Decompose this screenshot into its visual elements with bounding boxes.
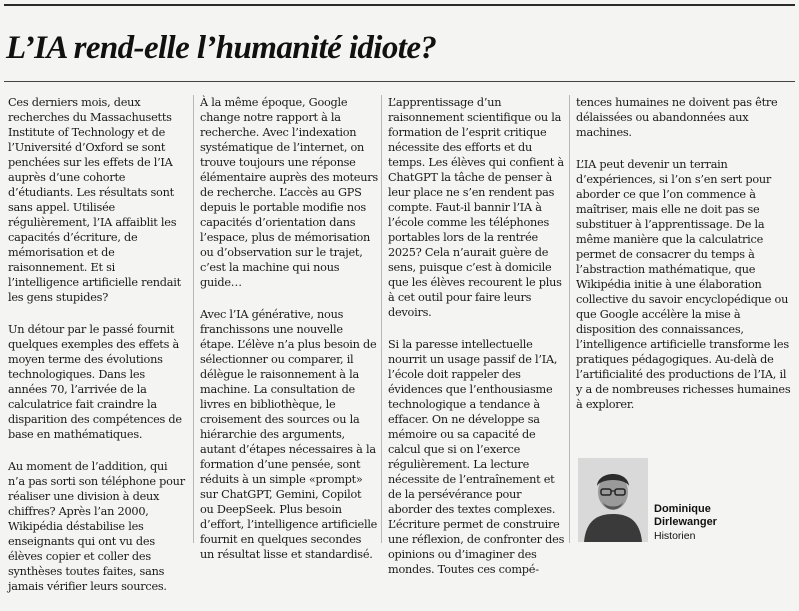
author-last-name: Dirlewanger xyxy=(654,516,717,528)
article-title: L’IA rend-elle l’humanité idiote? xyxy=(6,30,437,66)
author-name xyxy=(654,503,717,529)
author-portrait xyxy=(578,458,648,542)
top-rule xyxy=(4,4,795,6)
paragraph: Au moment de l’addition, qui n’a pas sorti son téléphone pour réaliser une division à deux chiffres? Après l’an 2000, Wikipédia déstabilise les enseignants qui ont vu des élèves copier et coller des synthèses toutes faites, sans jamais vérifier leurs sources. xyxy=(8,460,185,593)
column-3 xyxy=(388,95,566,594)
paragraph: Si la paresse intellectuelle nourrit un usage passif de l’IA, l’école doit rappeler des évidences que l’enthousiasme technologique a tendance à effacer. On ne développe sa mémoire ou sa capacité de calcul que si on l’exerce régulièrement. La lecture nécessite de l’entraînement et de la persévérance pour aborder des textes complexes. L’écriture permet de construire une réflexion, de confronter des opinions ou d’imaginer des mondes. Toutes ces compé- xyxy=(388,338,565,576)
paragraph: L’apprentissage d’un raisonnement scientifique ou la formation de l’esprit critique nécessite des efforts et du temps. Les élèves qui confient à ChatGPT la tâche de penser à leur place ne s’en rendent pas compte. Faut-il bannir l’IA à l’école comme les téléphones portables lors de la rentrée 2025? Cela n’aurait guère de sens, puisque c’est à domicile que les élèves recourent le plus à cet outil pour faire leurs devoirs. xyxy=(388,96,564,319)
paragraph: L’IA peut devenir un terrain d’expériences, si l’on s’en sert pour aborder ce que l’on commence à maîtriser, mais elle ne doit pas se substituer à l’apprentissage. De la même manière que la calculatrice permet de consacrer du temps à l’abstraction mathématique, que Wikipédia initie à une élaboration collective du savoir encyclopédique ou que Google accélère la mise à disposition des connaissances, l’intelligence artificielle transforme les pratiques pédagogiques. Au-delà de l’artificialité des productions de l’IA, il y a de nombreuses richesses humaines à explorer. xyxy=(576,158,791,411)
title-rule xyxy=(4,81,795,82)
column-1 xyxy=(8,95,186,611)
author-role: Historien xyxy=(654,530,696,542)
column-4 xyxy=(576,95,794,429)
paragraph: tences humaines ne doivent pas être délaissées ou abandonnées aux machines. xyxy=(576,96,778,139)
author-first-name: Dominique xyxy=(654,503,711,515)
paragraph: À la même époque, Google change notre rapport à la recherche. Avec l’indexation systématique de l’internet, on trouve toujours une réponse élémentaire auprès des moteurs de recherche. L’accès au GPS depuis le portable modifie nos capacités d’orientation dans l’espace, plus de mémorisation ou d’observation sur le trajet, c’est la machine qui nous guide… xyxy=(200,96,378,289)
portrait-icon xyxy=(578,458,648,542)
paragraph: Avec l’IA générative, nous franchissons une nouvelle étape. L’élève n’a plus besoin de sélectionner ou comparer, il délègue le raisonnement à la machine. La consultation de livres en bibliothèque, le croisement des sources ou la hiérarchie des arguments, autant d’étapes nécessaires à la formation d’une pensée, sont réduits à un simple «prompt» sur ChatGPT, Gemini, Copilot ou DeepSeek. Plus besoin d’effort, l’intelligence artificielle fournit en quelques secondes un résultat lisse et standardisé. xyxy=(200,308,378,561)
paragraph: Ces derniers mois, deux recherches du Massachusetts Institute of Technology et de l’Université d’Oxford se sont penchées sur les effets de l’IA auprès d’une cohorte d’étudiants. Les résultats sont sans appel. Utilisée régulièrement, l’IA affaiblit les capacités d’écriture, de mémorisation et de raisonnement. Et si l’intelligence artificielle rendait les gens stupides? xyxy=(8,96,181,304)
author-block xyxy=(578,458,793,543)
column-2 xyxy=(200,95,378,579)
paragraph: Un détour par le passé fournit quelques exemples des effets à moyen terme des évolutions technologiques. Dans les années 70, l’arrivée de la calculatrice fait craindre la disparition des compétences de base en mathématiques. xyxy=(8,323,182,441)
